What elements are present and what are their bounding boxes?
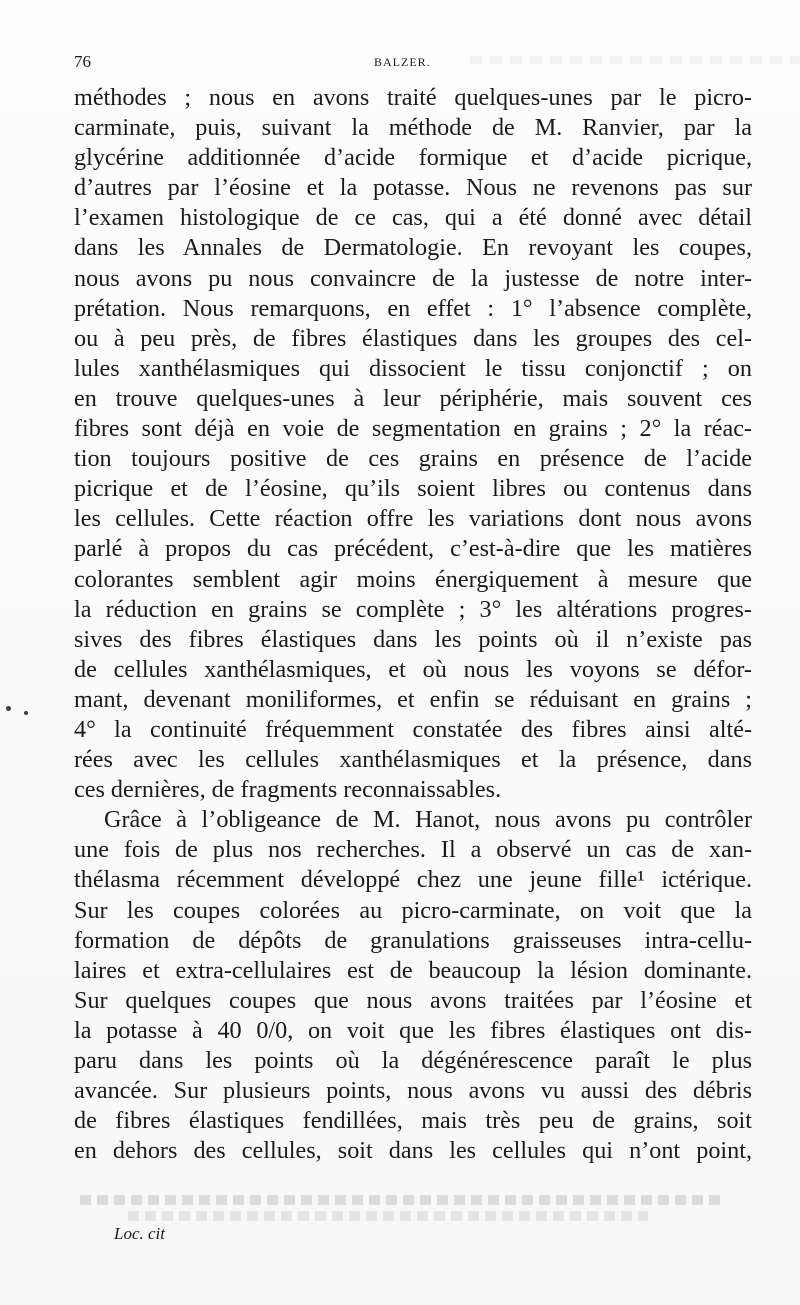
text-line: ou à peu près, de fibres élastiques dans les groupes des cel- (74, 324, 752, 352)
text-line: prétation. Nous remarquons, en effet : 1° l’absence complète, (74, 294, 752, 322)
text-line: de fibres élastiques fendillées, mais très peu de grains, soit (74, 1107, 752, 1135)
text-line: d’autres par l’éosine et la potasse. Nous ne revenons pas sur (74, 174, 752, 202)
text-line: lules xanthélasmiques qui dissocient le tissu conjonctif ; on (74, 354, 752, 382)
bleed-through-line (80, 1195, 720, 1205)
running-head: BALZER. (374, 55, 431, 69)
text-line: carminate, puis, suivant la méthode de M. Ranvier, par la (74, 114, 752, 142)
text-line: en dehors des cellules, soit dans les cellules qui n’ont point, (74, 1137, 752, 1165)
text-line: méthodes ; nous en avons traité quelques-unes par le picro- (74, 84, 752, 111)
text-line: colorantes semblent agir moins énergiquement à mesure que (74, 565, 752, 593)
text-line: formation de dépôts de granulations graisseuses intra-cellu- (74, 926, 752, 954)
body-text (74, 83, 752, 1166)
text-line: tion toujours positive de ces grains en présence de l’acide (74, 445, 752, 473)
text-line: une fois de plus nos recherches. Il a observé un cas de xan- (74, 836, 752, 864)
text-line: dans les Annales de Dermatologie. En revoyant les coupes, (74, 234, 752, 262)
text-line: l’examen histologique de ce cas, qui a été donné avec détail (74, 204, 752, 232)
text-line: parlé à propos du cas précédent, c’est-à-dire que les matières (74, 535, 752, 563)
bleed-through-line (128, 1211, 648, 1221)
text-line: paru dans les points où la dégénérescence paraît le plus (74, 1047, 752, 1074)
text-line: sives des fibres élastiques dans les points où il n’existe pas (74, 625, 752, 653)
text-line: picrique et de l’éosine, qu’ils soient libres ou contenus dans (74, 475, 752, 503)
text-line: en trouve quelques-unes à leur périphérie, mais souvent ces (74, 384, 752, 412)
text-line: glycérine additionnée d’acide formique et d’acide picrique, (74, 144, 752, 172)
text-line: la potasse à 40 0/0, on voit que les fibres élastiques ont dis- (74, 1016, 752, 1044)
text-line: Sur quelques coupes que nous avons traitées par l’éosine et (74, 986, 752, 1014)
text-line: Sur les coupes colorées au picro-carminate, on voit que la (74, 896, 752, 924)
page-header (74, 52, 724, 76)
text-line: laires et extra-cellulaires est de beaucoup la lésion dominante. (74, 956, 752, 984)
text-line: Grâce à l’obligeance de M. Hanot, nous avons pu contrôler (104, 806, 752, 834)
margin-marks (0, 704, 38, 716)
text-line: nous avons pu nous convaincre de la justesse de notre inter- (74, 264, 752, 292)
text-line: de cellules xanthélasmiques, et où nous les voyons se défor- (74, 655, 752, 683)
text-line: mant, devenant moniliformes, et enfin se réduisant en grains ; (74, 685, 752, 713)
page-number: 76 (74, 52, 91, 71)
text-line: avancée. Sur plusieurs points, nous avons vu aussi des débris (74, 1077, 752, 1105)
text-line: 4° la continuité fréquemment constatée des fibres ainsi alté- (74, 715, 752, 743)
text-line: fibres sont déjà en voie de segmentation en grains ; 2° la réac- (74, 415, 752, 443)
text-line: thélasma récemment développé chez une jeune fille¹ ictérique. (74, 866, 752, 894)
text-line: les cellules. Cette réaction offre les variations dont nous avons (74, 505, 752, 533)
text-line: la réduction en grains se complète ; 3° les altérations progres- (74, 595, 752, 623)
footnote: Loc. cit (114, 1224, 165, 1243)
text-line: rées avec les cellules xanthélasmiques et la présence, dans (74, 746, 752, 774)
text-line: ces dernières, de fragments reconnaissables. (74, 776, 502, 804)
